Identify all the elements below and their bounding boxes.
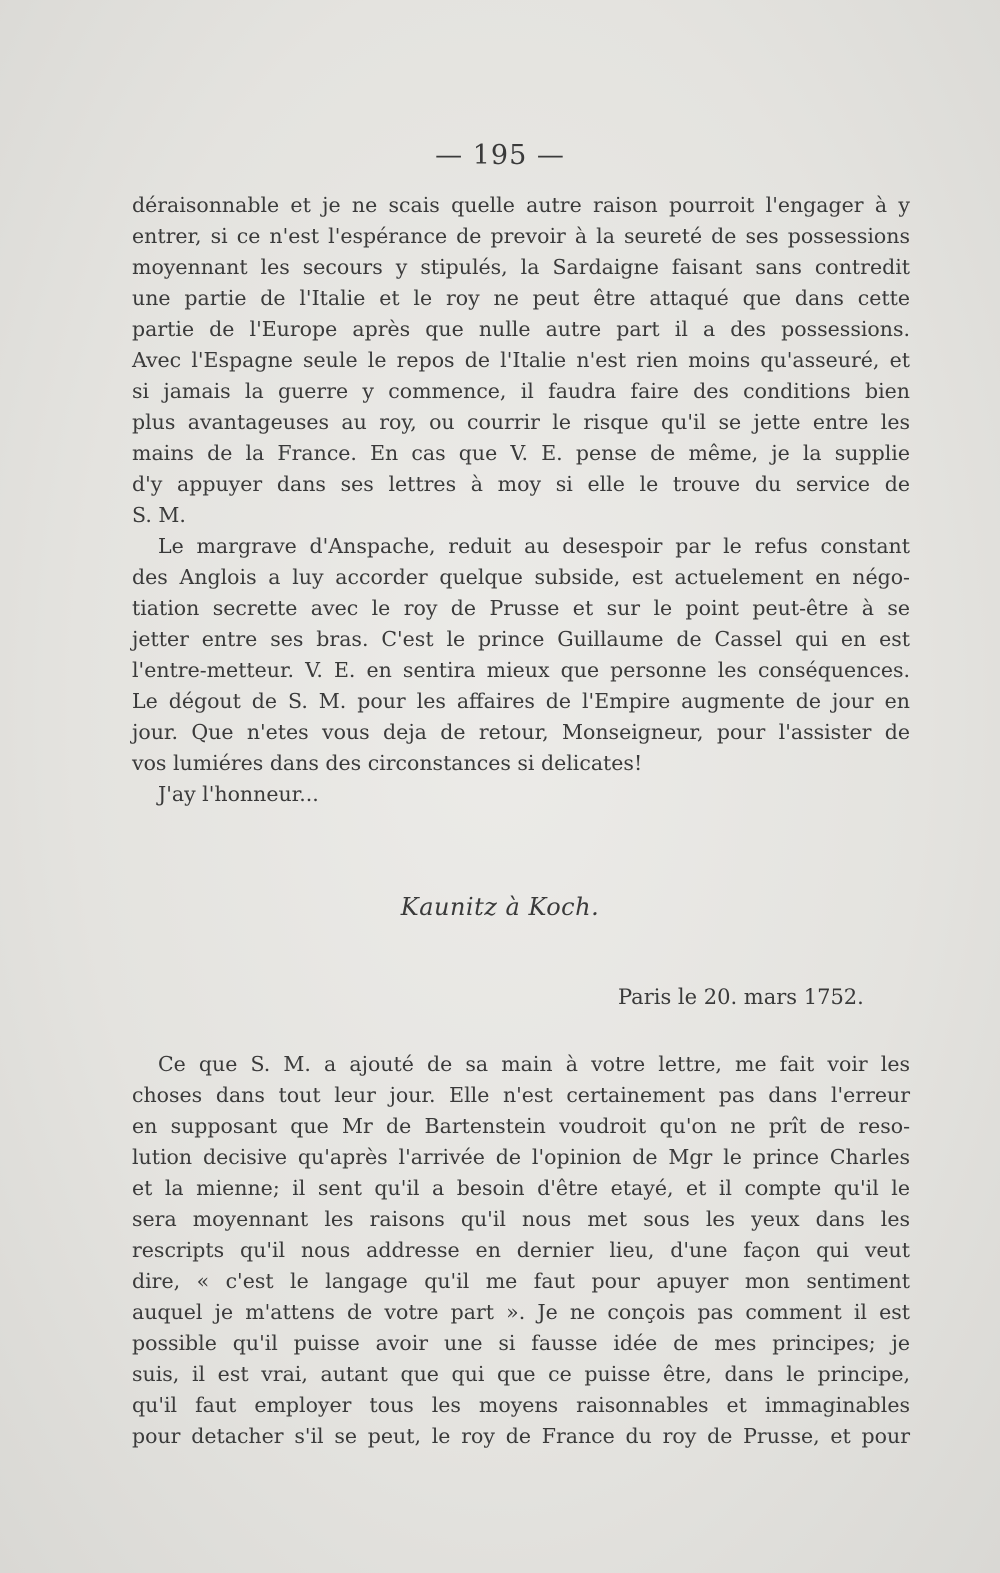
- text-line: J'ay l'honneur...: [158, 782, 319, 806]
- text-line: d'y appuyer dans ses lettres à moy si elle le trouve du service de: [132, 472, 910, 496]
- text-line: une partie de l'Italie et le roy ne peut être attaqué que dans cette: [132, 286, 910, 310]
- text-line: si jamais la guerre y commence, il faudra faire des conditions bien: [132, 379, 910, 403]
- text-line: Ce que S. M. a ajouté de sa main à votre lettre, me fait voir les: [158, 1052, 910, 1076]
- text-line: entrer, si ce n'est l'espérance de prevoir à la seureté de ses possessions: [132, 224, 910, 248]
- text-line: auquel je m'attens de votre part ». Je ne conçois pas comment il est: [132, 1300, 910, 1324]
- text-line: vos lumiéres dans des circonstances si delicates!: [132, 751, 643, 775]
- text-line: Le margrave d'Anspache, reduit au desespoir par le refus constant: [158, 534, 910, 558]
- letter-dateline: Paris le 20. mars 1752.: [618, 985, 864, 1009]
- page-number: — 195 —: [435, 140, 565, 171]
- text-line: Avec l'Espagne seule le repos de l'Italie n'est rien moins qu'asseuré, et: [132, 348, 910, 372]
- text-line: jour. Que n'etes vous deja de retour, Monseigneur, pour l'assister de: [132, 720, 910, 744]
- text-line: déraisonnable et je ne scais quelle autre raison pourroit l'engager à y: [132, 193, 910, 217]
- text-line: rescripts qu'il nous addresse en dernier lieu, d'une façon qui veut: [132, 1238, 910, 1262]
- text-line: pour detacher s'il se peut, le roy de France du roy de Prusse, et pour: [132, 1424, 910, 1448]
- text-line: qu'il faut employer tous les moyens raisonnables et immaginables: [132, 1393, 910, 1417]
- text-line: lution decisive qu'après l'arrivée de l'opinion de Mgr le prince Charles: [132, 1145, 910, 1169]
- text-line: mains de la France. En cas que V. E. pense de même, je la supplie: [132, 441, 910, 465]
- text-line: plus avantageuses au roy, ou courrir le risque qu'il se jette entre les: [132, 410, 910, 434]
- text-line: choses dans tout leur jour. Elle n'est certainement pas dans l'erreur: [132, 1083, 910, 1107]
- text-line: partie de l'Europe après que nulle autre part il a des possessions.: [132, 317, 910, 341]
- text-line: moyennant les secours y stipulés, la Sardaigne faisant sans contredit: [132, 255, 910, 279]
- text-line: sera moyennant les raisons qu'il nous met sous les yeux dans les: [132, 1207, 910, 1231]
- text-line: l'entre-metteur. V. E. en sentira mieux que personne les conséquences.: [132, 658, 910, 682]
- text-line: Le dégout de S. M. pour les affaires de l'Empire augmente de jour en: [132, 689, 910, 713]
- text-line: tiation secrette avec le roy de Prusse et sur le point peut-être à se: [132, 596, 910, 620]
- text-line: en supposant que Mr de Bartenstein voudroit qu'on ne prît de reso-: [132, 1114, 910, 1138]
- text-line: suis, il est vrai, autant que qui que ce puisse être, dans le principe,: [132, 1362, 910, 1386]
- text-line: et la mienne; il sent qu'il a besoin d'être etayé, et il compte qu'il le: [132, 1176, 910, 1200]
- text-line: des Anglois a luy accorder quelque subside, est actuelement en négo-: [132, 565, 910, 589]
- letter-body-2: [132, 1049, 910, 1452]
- text-line: possible qu'il puisse avoir une si fausse idée de mes principes; je: [132, 1331, 910, 1355]
- letter-heading: Kaunitz à Koch.: [400, 893, 600, 921]
- text-line: jetter entre ses bras. C'est le prince Guillaume de Cassel qui en est: [132, 627, 910, 651]
- letter-body-1: [132, 190, 910, 810]
- text-line: dire, « c'est le langage qu'il me faut pour apuyer mon sentiment: [132, 1269, 910, 1293]
- text-line: S. M.: [132, 503, 186, 527]
